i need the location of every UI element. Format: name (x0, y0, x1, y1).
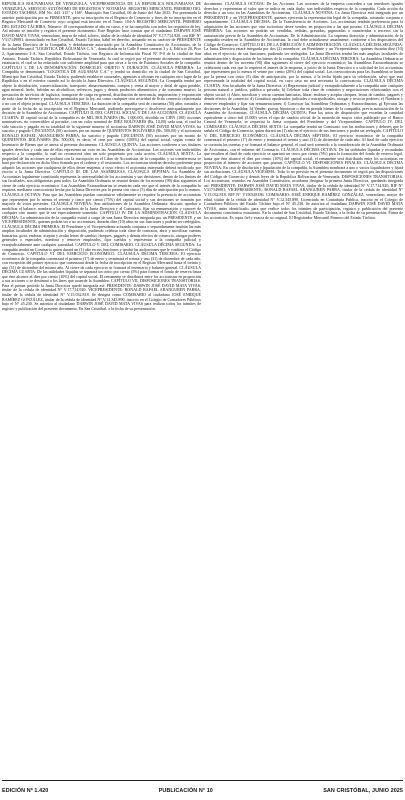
footer-divider (2, 780, 403, 781)
footer-edition: EDICIÓN Nº 1.420 (2, 788, 49, 794)
column-left (2, 2, 201, 778)
text-columns (2, 2, 403, 778)
footer-publication: PUBLICACIÓN N° 10 (158, 788, 213, 794)
page-footer (2, 788, 403, 794)
column-left-text: REPÚBLICA BOLIVARIANA DE VENEZUELA. VICEPRESIDENCIA DE LA REPÚBLICA BOLIVARIANA DE VENEZUELA. SERVICIO AUTÓNOMO DE REGISTROS Y NOTARÍAS. REGISTRO MERCANTIL PRIMERO DEL ESTADO TÁCHIRA. RM No. 443. 215° y 166°. Municipio San Cristóbal, 06 de Junio del Año 2025. Por presentada la anterior participación por su FIRMANTE, para su inscripción en el Registro de Comercio y fines de su inscripción en el Registro Mercantil de Comercio cuyo original está inscrito en el Tomo: 104-A REGISTRO MERCANTIL PRIMERO DEL ESTADO TÁCHIRA, Número: 10 correspondiente al año en curso, y se ha cumplido con todos los requisitos de ley. Así mismo se inscribe y registra el presente documento. Este Registro hace constar que el ciudadano DARWIN JOSÉ DAVID MATA VIVAS, venezolano, mayor de edad, soltero, titular de la cédula de identidad N° V.17.714.920, con RIF N° V317149081, domiciliado en San Cristóbal, Estado Táchira, hábil en derecho, actuando en su carácter de PRESIDENTE de la Junta Directiva de la Compañía, y debidamente autorizado por la Asamblea Constitutiva de Accionistas, de la Sociedad Mercantil "LOGISTICA DE AGUAMAS C.A.", domiciliada en la Calle 8 entre carreras 3 y 4, Edificio 20, Piso 2, Apartamento 2-A, San Cristóbal, Estado Táchira, con Registro de Información Fiscal N° P-0 de la ciudad de San Antonio, Estado Táchira, República Bolivariana de Venezuela, la cual se regirá por el presente documento constitutivo estatutario, el cual se ha redactado con suficiente amplitud para que sirva a la vez de Estatutos Sociales de la compañía. CAPÍTULO I. DE LA DENOMINACIÓN, DOMICILIO, OBJETO Y DURACIÓN. CLÁUSULA PRIMERA: La Compañía se denominará "LOGISTICA DE AGUAMAS C.A." y tendrá su domicilio en la ciudad de San Cristóbal, Municipio San Cristóbal, Estado Táchira, pudiendo establecer sucursales, agencias u oficinas en cualquier otro lugar de la República o en el exterior cuando así lo decida la Junta Directiva. CLÁUSULA SEGUNDA: La Compañía tendrá por objeto la distribución, comercialización, transporte, almacenamiento, compra y venta al mayor y detal de agua potable, agua mineral, hielo, bebidas no alcohólicas, refrescos, jugos y demás productos alimenticios y de consumo masivo; la prestación de servicios de logística, transporte de carga en general, distribución de mercancía, importación y exportación de toda clase de bienes y productos permitidos por la ley, así como cualquier otra actividad de lícito comercio relacionada o no con el objeto principal. CLÁUSULA TERCERA: La duración de la compañía será de cincuenta (50) años contados a partir de la fecha de su inscripción en el Registro Mercantil, pudiendo prorrogarse o disolverse anticipadamente por decisión de la Asamblea de Accionistas. CAPÍTULO II. DEL CAPITAL SOCIAL Y DE LAS ACCIONES. CLÁUSULA CUARTA: El capital social de la compañía es de MIL BOLÍVARES (Bs. 1.000,00), dividido en CIEN (100) acciones nominativas, no convertibles al portador, con un valor nominal de DIEZ BOLÍVARES (Bs. 10,00) cada una, el cual ha sido suscrito y pagado en su totalidad de la siguiente manera: el accionista DARWIN JOSÉ DAVID MATA VIVAS, ha suscrito y pagado CINCUENTA (50) acciones por un monto de QUINIENTOS BOLÍVARES (Bs. 500,00) y el accionista RONALD RAFAEL ARANGUREN PARRA, ha suscrito y pagado CINCUENTA (50) acciones por un monto de QUINIENTOS BOLÍVARES (Bs. 500,00), es decir, el cien por ciento (100%) del capital social, según consta de Inventario de Bienes que se anexa al presente documento. CLÁUSULA QUINTA: Las acciones confieren a sus titulares iguales derechos y cada una de ellas representa un voto en las Asambleas de Accionistas. Las acciones son indivisibles respecto a la compañía, la cual no reconocerá sino un solo propietario por cada acción. CLÁUSULA SEXTA: La propiedad de las acciones se probará con la inscripción en el Libro de Accionistas de la compañía, y su transferencia se hará por declaración en dicho libro firmada por el cedente y el cesionario. Los accionistas tendrán derecho preferente para adquirir las acciones que cualquiera de ellos desee enajenar, a cuyo efecto el accionista interesado deberá notificarlo por escrito a la Junta Directiva. CAPÍTULO III. DE LAS ASAMBLEAS. CLÁUSULA SÉPTIMA: La Asamblea de Accionistas legalmente constituida representa la universalidad de los accionistas y sus decisiones, dentro de los límites de sus facultades, son obligatorias para todos. La Asamblea Ordinaria se reunirá dentro de los noventa (90) días siguientes al cierre de cada ejercicio económico. Las Asambleas Extraordinarias se reunirán cada vez que el interés de la compañía lo requiera, mediante convocatoria hecha por la Junta Directiva por la prensa con cinco (5) días de anticipación por lo menos. CLÁUSULA OCTAVA: Para que las Asambleas puedan constituirse válidamente se requiere la presencia de accionistas que representen por lo menos el setenta y cinco por ciento (75%) del capital social y sus decisiones se tomarán por mayoría de votos presentes. CLÁUSULA NOVENA: Son atribuciones de la Asamblea Ordinaria: discutir, aprobar o modificar el balance, nombrar a los miembros de la Junta Directiva y al Comisario, fijar su remuneración y conocer de cualquier otro asunto que le sea especialmente sometido. CAPÍTULO IV. DE LA ADMINISTRACIÓN. CLÁUSULA DÉCIMA: La administración de la compañía estará a cargo de una Junta Directiva integrada por un PRESIDENTE y un VICEPRESIDENTE, quienes podrán ser o no accionistas, durarán diez (10) años en sus funciones y podrán ser reelegidos. CLÁUSULA DÉCIMA PRIMERA: El Presidente y el Vicepresidente actuando conjunta o separadamente tendrán las más amplias facultades de administración y disposición, pudiendo celebrar toda clase de contratos, abrir y movilizar cuentas bancarias, girar, endosar, aceptar y avalar letras de cambio, cheques, pagarés y demás efectos de comercio, otorgar poderes generales o especiales, nombrar y remover empleados, fijar sueldos y representar a la compañía judicial y extrajudicialmente ante cualquier autoridad. CAPÍTULO V. DEL COMISARIO. CLÁUSULA DÉCIMA SEGUNDA: La compañía tendrá un Comisario quien durará un (1) año en sus funciones y tendrá las atribuciones que le confiere el Código de Comercio. CAPÍTULO VI. DEL EJERCICIO ECONÓMICO. CLÁUSULA DÉCIMA TERCERA: El ejercicio económico de la compañía comenzará el primero (1°) de enero y terminará el treinta y uno (31) de diciembre de cada año, con excepción del primer ejercicio que comenzará desde la fecha de inscripción en el Registro Mercantil hasta el treinta y uno (31) de diciembre del mismo año. Al cierre de cada ejercicio se formará el inventario y balance general. CLÁUSULA DÉCIMA CUARTA: De las utilidades líquidas se separará un cinco por ciento (5%) para formar el fondo de reserva hasta que éste alcance el diez por ciento (10%) del capital social. El remanente se distribuirá entre los accionistas en proporción a sus acciones o se destinará a los fines que acuerde la Asamblea. CAPÍTULO VII. DISPOSICIONES TRANSITORIAS. Para el primer período la Junta Directiva quedó integrada así: PRESIDENTE: DARWIN JOSÉ DAVID MATA VIVAS, titular de la cédula de identidad N° V.17.714.920; VICEPRESIDENTE: RONALD RAFAEL ARANGUREN PARRA, titular de la cédula de identidad N° V.15.032.818. Se designa como COMISARIO al ciudadano JOSÉ ENRIQUE RAMÍREZ GONZÁLEZ, titular de la cédula de identidad N° V.12.345.890, inscrito en el Colegio de Contadores Públicos bajo el N° 45.230. Se autoriza al ciudadano DARWIN JOSÉ DAVID MATA VIVAS para realizar todos los trámites de registro y publicación del presente documento. En San Cristóbal, a la fecha de su presentación. (2, 2, 201, 311)
column-right (204, 2, 403, 778)
footer-date: SAN CRISTÓBAL, JUNIO 2025 (323, 788, 403, 794)
column-right-text: documento. CLÁUSULA OCTAVA: De las Acciones. Las acciones de la empresa conceden a sus tenedores iguales derechos y representan el valor que se indica en cada título; son indivisibles respecto de la compañía. Cada acción da derecho a un voto en las Asambleas de Accionistas. CLÁUSULA NOVENA: La Junta Directiva está integrada por un PRESIDENTE y un VICEPRESIDENTE, quienes ejercerán la representación legal de la compañía, actuando conjunta o separadamente. CLÁUSULA DÉCIMA: De la Transferencia de Acciones. Los accionistas tendrán preferencia para la adquisición de las acciones que otro accionista desee vender, en proporción a las que posean. CLÁUSULA DÉCIMA PRIMERA: Las acciones no podrán ser vendidas, cedidas, gravadas, pignoradas o transferidas a terceros sin la autorización previa de la Asamblea de Accionistas. De la Administración. La suprema dirección y administración de la compañía residen en la Asamblea de Accionistas, la cual debe actualizarse anualmente, conforme a los dispositivos del Código de Comercio. CAPÍTULO III. DE LA DIRECCIÓN Y ADMINISTRACIÓN. CLÁUSULA DÉCIMA SEGUNDA: La Junta Directiva estará integrada por dos (2) miembros: un Presidente y un Vicepresidente, quienes durarán diez (10) años en el ejercicio de sus funciones, pudiendo ser reelegidos. La Junta Directiva tendrá las más amplias facultades de administración y disposición de los bienes de la compañía. CLÁUSULA DÉCIMA TERCERA: La Asamblea Ordinaria se reunirá dentro de los noventa (90) días siguientes al cierre del ejercicio económico; las Asambleas Extraordinarias se celebrarán cada vez que lo requiera el interés de la empresa, a juicio de la Junta Directiva o a solicitud de los accionistas que representen por lo menos el veinte por ciento (20%) del capital social. Las convocatorias para las Asambleas se harán por la prensa con cinco (5) días de anticipación, por lo menos, a la fecha fijada para su celebración, salvo que esté representada la totalidad del capital social, en cuyo caso no será necesaria la convocatoria. CLÁUSULA DÉCIMA CUARTA: Son facultades de la Junta Directiva: a) Representar judicial y extrajudicialmente a la compañía ante cualquier persona natural o jurídica, pública o privada; b) Celebrar toda clase de contratos y negociaciones relacionados con el objeto social; c) Abrir, movilizar y cerrar cuentas bancarias, librar, endosar y aceptar cheques, letras de cambio, pagarés y demás efectos de comercio; d) Constituir apoderados judiciales o extrajudiciales, otorgar y revocar poderes; e) Nombrar y remover empleados y fijar sus remuneraciones; f) Convocar las Asambleas Ordinarias y Extraordinarias; g) Ejecutar las decisiones de la Asamblea; h) Vender, gravar, hipotecar o dar en prenda bienes de la compañía, previa autorización de la Asamblea de Accionistas. CLÁUSULA DÉCIMA QUINTA: Para los actos de disposición que excedan la cantidad equivalente a cinco mil (5.000) veces el tipo de cambio oficial de la moneda de mayor valor publicado por el Banco Central de Venezuela, se requerirá la firma conjunta del Presidente y del Vicepresidente. CAPÍTULO IV. DEL COMISARIO. CLÁUSULA DÉCIMA SEXTA: La compañía tendrá un Comisario con las atribuciones y deberes que le señala el Código de Comercio, quien durará un (1) año en el ejercicio de sus funciones y podrá ser reelegido. CAPÍTULO V. DEL EJERCICIO ECONÓMICO. CLÁUSULA DÉCIMA SÉPTIMA: El ejercicio económico de la compañía comenzará el primero (1°) de enero y terminará el treinta y uno (31) de diciembre de cada año. Al final de cada ejercicio se cortarán las cuentas y se formará el balance general, el cual será sometido a la consideración de la Asamblea Ordinaria de Accionistas, con el informe del Comisario. CLÁUSULA DÉCIMA OCTAVA: De las utilidades líquidas y recaudadas que resulten al final de cada ejercicio se apartará un cinco por ciento (5%) para la formación del fondo de reserva legal, hasta que éste alcance el diez por ciento (10%) del capital social; el remanente será distribuido entre los accionistas en proporción al número de acciones que posean. CAPÍTULO VI. DISPOSICIONES FINALES. CLÁUSULA DÉCIMA NOVENA: En caso de disolución y liquidación de la compañía, la Asamblea nombrará a uno o varios liquidadores y fijará sus atribuciones. CLÁUSULA VIGÉSIMA: Todo lo no previsto en el presente documento se regirá por las disposiciones del Código de Comercio y demás leyes de la República Bolivariana de Venezuela. DISPOSICIONES TRANSITORIAS. Los accionistas, reunidos en Asamblea Constitutiva, acordaron designar la primera Junta Directiva, quedando integrada así: PRESIDENTE: DARWIN JOSÉ DAVID MATA VIVAS, titular de la cédula de identidad N° V.17.714.920, RIF N° V317149081; VICEPRESIDENTE: RONALD RAFAEL ARANGUREN PARRA, titular de la cédula de identidad N° V.15.032.818, RIF N° V150328186. COMISARIO: JOSÉ ENRIQUE RAMÍREZ GONZÁLEZ, venezolano, mayor de edad, titular de la cédula de identidad N° V.12.345.890, Licenciado en Contaduría Pública, inscrito en el Colegio de Contadores Públicos del Estado Táchira bajo el N° 45.230. Se autoriza al ciudadano DARWIN JOSÉ DAVID MATA VIVAS, antes identificado, para que realice todos los trámites de participación, registro y publicación del presente documento constitutivo estatutario. En la ciudad de San Cristóbal, Estado Táchira, a la fecha de su presentación. Firma de los accionistas. Es copia fiel y exacta de su original. El Registrador Mercantil Primero del Estado Táchira. (204, 2, 403, 220)
